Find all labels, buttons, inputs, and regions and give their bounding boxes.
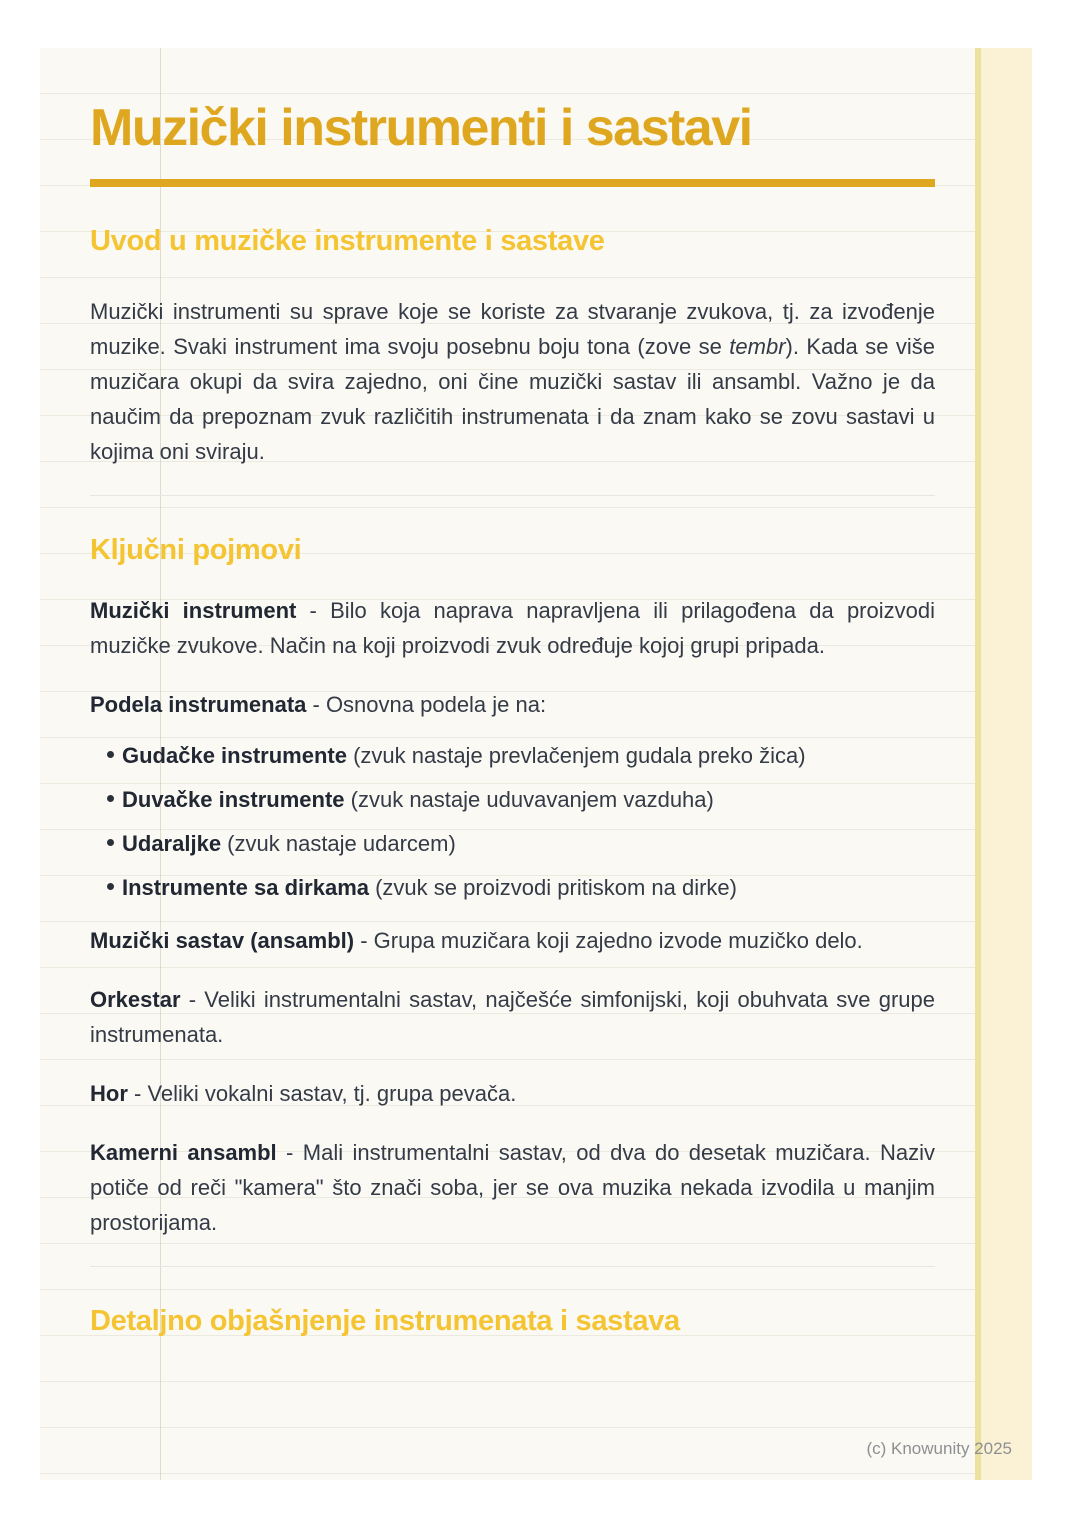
definition-kamerni-ansambl [90, 1135, 935, 1240]
definition-text: - Mali instrumentalni sastav, od dva do desetak muzičara. Naziv potiče od reči "kamera" što znači soba, jer se ova muzika nekada izvodila u manjim prostorijama. [90, 1140, 935, 1235]
definition-text: - Bilo koja naprava napravljena ili prilagođena da proizvodi muzičke zvukove. Način na koji proizvodi zvuk određuje kojoj grupi pripada. [90, 598, 935, 658]
list-item-text: (zvuk nastaje udarcem) [221, 831, 456, 856]
copyright-note: (c) Knowunity 2025 [866, 1439, 1012, 1458]
section-heading-detail: Detaljno objašnjenje instrumenata i sastava [90, 1305, 680, 1337]
definition-term: Kamerni ansambl [90, 1140, 277, 1165]
section-heading-key-terms: Ključni pojmovi [90, 534, 302, 566]
list-item-duvacke [90, 782, 935, 817]
definition-term: Muzički sastav (ansambl) [90, 928, 355, 953]
list-item-dirkama [90, 870, 935, 905]
title-underline [90, 179, 935, 187]
definition-text: - Grupa muzičara koji zajedno izvode muzičko delo. [354, 928, 863, 953]
definition-hor [90, 1076, 935, 1111]
definition-muzicki-sastav [90, 923, 935, 958]
page-title: Muzički instrumenti i sastavi [90, 99, 752, 157]
notes-page [40, 48, 1032, 1480]
definition-term: Hor [90, 1081, 128, 1106]
definition-term: Podela instrumenata [90, 692, 307, 717]
intro-text-after: ). Kada se više muzičara okupi da svira zajedno, oni čine muzički sastav ili ansambl. Važno je da naučim da prepoznam zvuk različitih instrumenata i da znam kako se zovu sastavi u kojima oni sviraju. [90, 334, 936, 464]
definition-term: Muzički instrument [90, 598, 297, 623]
page-content [90, 48, 935, 1340]
definition-podela-instrumenata [90, 687, 935, 722]
list-item-term: Udaraljke [122, 831, 222, 856]
instrument-groups-list [90, 738, 935, 905]
list-item-term: Instrumente sa dirkama [122, 875, 369, 900]
right-accent-stripe [975, 48, 1032, 1480]
section-heading-intro: Uvod u muzičke instrumente i sastave [90, 225, 605, 257]
definition-muzicki-instrument [90, 593, 935, 663]
list-item-text: (zvuk nastaje uduvavanjem vazduha) [344, 787, 714, 812]
section-divider [90, 495, 935, 496]
list-item-udaraljke [90, 826, 935, 861]
definition-text: - Veliki instrumentalni sastav, najčešće simfonijski, koji obuhvata sve grupe instrumenata. [90, 987, 935, 1047]
list-item-text: (zvuk se proizvodi pritiskom na dirke) [368, 875, 737, 900]
definition-text: - Veliki vokalni sastav, tj. grupa pevača. [127, 1081, 517, 1106]
definition-term: Orkestar [90, 987, 181, 1012]
definition-text: - Osnovna podela je na: [306, 692, 547, 717]
section-divider [90, 1266, 935, 1267]
list-item-gudacke [90, 738, 935, 773]
list-item-term: Duvačke instrumente [122, 787, 345, 812]
intro-text-before: Muzički instrumenti su sprave koje se koriste za stvaranje zvukova, tj. za izvođenje muzike. Svaki instrument ima svoju posebnu boju tona (zove se [90, 299, 935, 359]
list-item-text: (zvuk nastaje prevlačenjem gudala preko žica) [346, 743, 806, 768]
intro-paragraph [90, 294, 935, 469]
definition-orkestar [90, 982, 935, 1052]
intro-italic-term: tembr [729, 334, 786, 359]
list-item-term: Gudačke instrumente [122, 743, 347, 768]
